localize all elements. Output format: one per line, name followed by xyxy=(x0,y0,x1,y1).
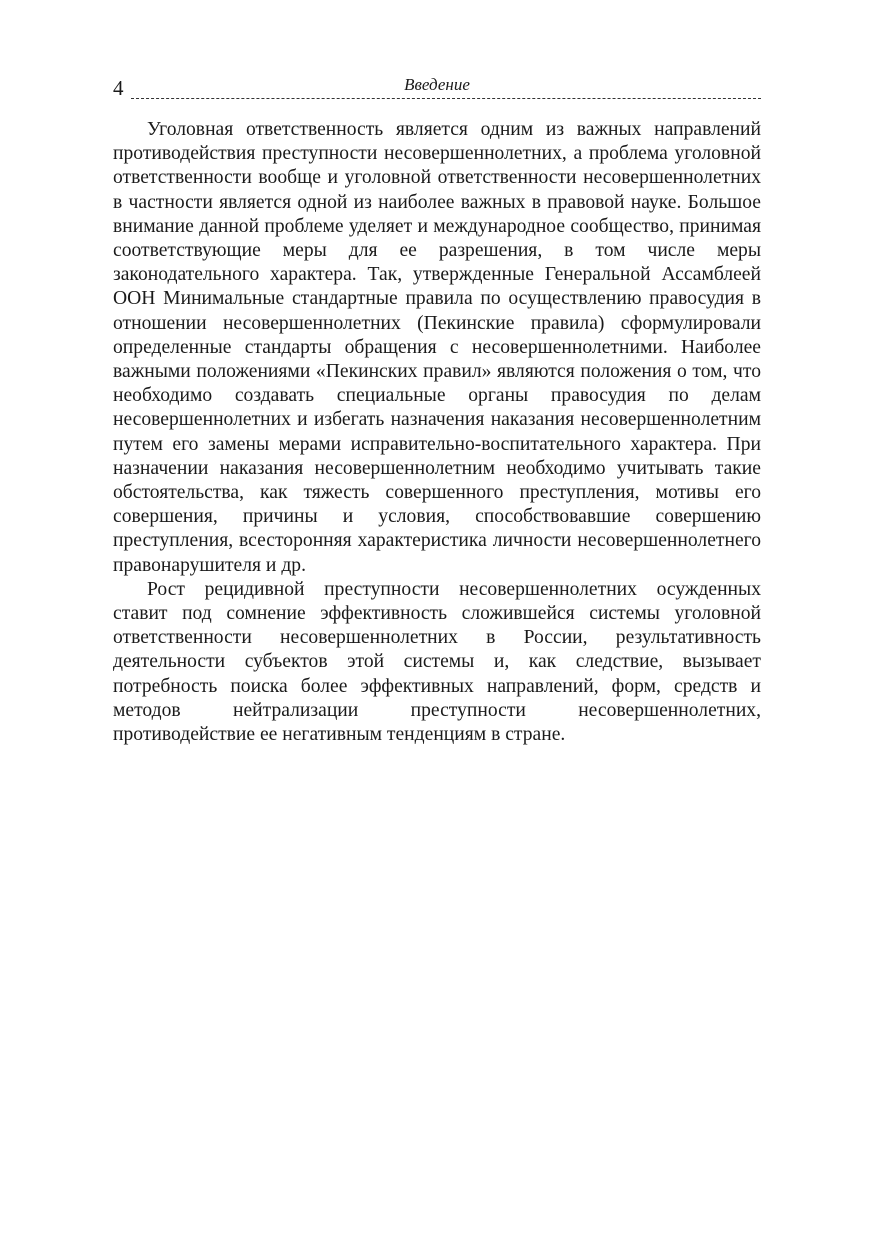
page-header xyxy=(113,74,761,106)
body-text xyxy=(113,118,761,747)
header-dashed-rule xyxy=(131,98,761,99)
paragraph-2: Рост рецидивной преступности несовершеннолетних осужденных ставит под сомнение эффективность сложившейся системы уголовной ответственности несовершеннолетних в России, результативность деятельности субъектов этой системы и, как следствие, вызывает потребность поиска более эффективных направлений, форм, средств и методов нейтрализации преступности несовершеннолетних, противодействие ее негативным тенденциям в стране. xyxy=(113,578,761,746)
page-number: 4 xyxy=(113,76,124,100)
running-title: Введение xyxy=(404,75,470,94)
paragraph-1: Уголовная ответственность является одним из важных направлений противодействия преступности несовершеннолетних, а проблема уголовной ответственности вообще и уголовной ответственности несовершеннолетних в частности является одной из наиболее важных в правовой науке. Большое внимание данной проблеме уделяет и международное сообщество, принимая соответствующие меры для ее разрешения, в том числе меры законодательного характера. Так, утвержденные Генеральной Ассамблеей ООН Минимальные стандартные правила по осуществлению правосудия в отношении несовершеннолетних (Пекинские правила) сформулировали определенные стандарты обращения с несовершеннолетними. Наиболее важными положениями «Пекинских правил» являются положения о том, что необходимо создавать специальные органы правосудия по делам несовершеннолетних и избегать назначения наказания несовершеннолетним путем его замены мерами исправительно-воспитательного характера. При назначении наказания несовершеннолетним необходимо учитывать такие обстоятельства, как тяжесть совершенного преступления, мотивы его совершения, причины и условия, способствовавшие совершению преступления, всесторонняя характеристика личности несовершеннолетнего правонарушителя и др. xyxy=(113,119,761,576)
